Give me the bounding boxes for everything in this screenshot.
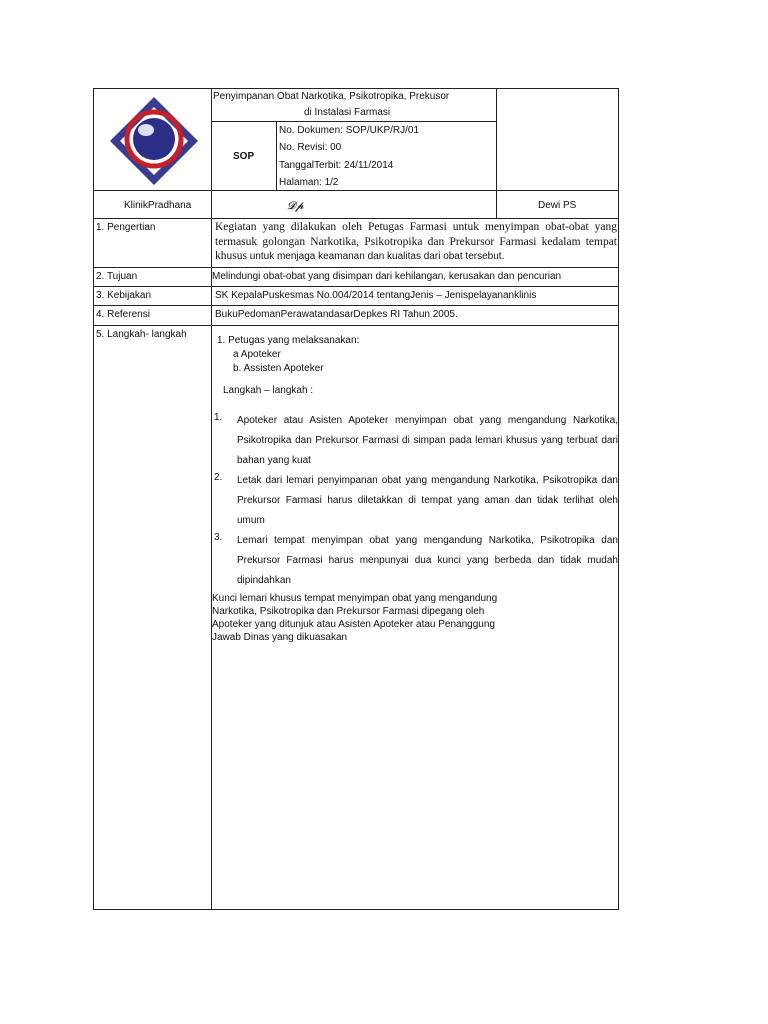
halaman: Halaman: 1/2 [279,177,339,188]
rule-right-column [496,89,497,218]
signer-name: Dewi PS [538,200,577,211]
label-referensi: 4. Referensi [96,309,150,320]
rule-pengertian-bottom [94,267,618,268]
referensi-text: BukuPedomanPerawatandasarDepkes RI Tahun 2005. [215,309,458,320]
rule-clinic-bottom [94,218,618,219]
label-pengertian: 1. Pengertian [96,222,156,233]
petugas-asisten: b. Assisten Apoteker [233,363,324,374]
doc-title-line2: di Instalasi Farmasi [304,107,391,118]
logo-sphere [133,118,175,160]
step-2-text: Letak dari lemari penyimpanan obat yang mengandung Narkotika, Psikotropika dan Prekursor Farmasi harus diletakkan di tempat yang aman dan tidak terlihat oleh umum [237,475,618,526]
clinic-name: KlinikPradhana [124,200,192,211]
closing-text: Kunci lemari khusus tempat menyimpan obat yang mengandung Narkotika, Psikotropika dan Prekursor Farmasi dipegang oleh Apoteker yang ditunjuk atau Asisten Apoteker atau Penanggung Jawab Dinas yang dikuasakan [212,593,498,643]
petugas-apoteker: a Apoteker [233,349,281,360]
clinic-logo [108,95,200,187]
pengertian-serif: Kegiatan yang dilakukan oleh Petugas Farmasi untuk menyimpan obat-obat yang termasuk golongan Narkotika, Psikotropika dan Prekursor Farmasi kedalam tempat khusus [215,221,617,262]
no-dokumen: No. Dokumen: SOP/UKP/RJ/01 [279,125,420,136]
logo-highlight [138,124,154,136]
label-langkah: 5. Langkah- langkah [96,329,187,340]
step-1-number: 1. [214,412,223,423]
petugas-title: 1. Petugas yang melaksanakan: [217,335,360,346]
rule-title-bottom [211,121,496,122]
label-tujuan: 2. Tujuan [96,271,138,282]
sop-document [93,88,619,910]
rule-kebijakan-bottom [94,305,618,306]
step-3-text: Lemari tempat menyimpan obat yang mengandung Narkotika, Psikotropika dan Prekursor Farmasi harus menpunyai dua kunci yang berbeda dan tidak mudah dipindahkan [237,535,618,586]
rule-label-column [211,89,212,909]
doc-title-line1: Penyimpanan Obat Narkotika, Psikotropika, Prekusor [213,91,450,102]
no-revisi: No. Revisi: 00 [279,142,342,153]
langkah-title: Langkah – langkah : [223,385,314,396]
step-2-number: 2. [214,472,223,483]
step-3-number: 3. [214,532,223,543]
rule-sop-column [276,121,277,190]
pengertian-text [215,220,617,265]
step-1-text: Apoteker atau Asisten Apoteker menyimpan obat yang mengandung Narkotika, Psikotropika dan Prekursor Farmasi di simpan pada lemari khusus yang terbuat dari bahan yang kuat [237,415,618,466]
kebijakan-text: SK KepalaPuskesmas No.004/2014 tentangJenis – Jenispelayananklinis [215,290,537,301]
pengertian-sans: untuk menjaga keamanan dan kualitas dari obat tersebut [246,251,502,262]
tujuan-text: Melindungi obat-obat yang disimpan dari kehilangan, kerusakan dan pencurian [212,271,562,282]
sop-label: SOP [233,151,255,162]
rule-referensi-bottom [94,325,618,326]
signature-mark: 𝓓𝓹 [287,199,304,212]
rule-header-bottom [94,190,618,191]
pengertian-end: . [501,250,505,262]
label-kebijakan: 3. Kebijakan [96,290,152,301]
tanggal-terbit: TanggalTerbit: 24/11/2014 [279,160,394,171]
rule-tujuan-bottom [94,286,618,287]
